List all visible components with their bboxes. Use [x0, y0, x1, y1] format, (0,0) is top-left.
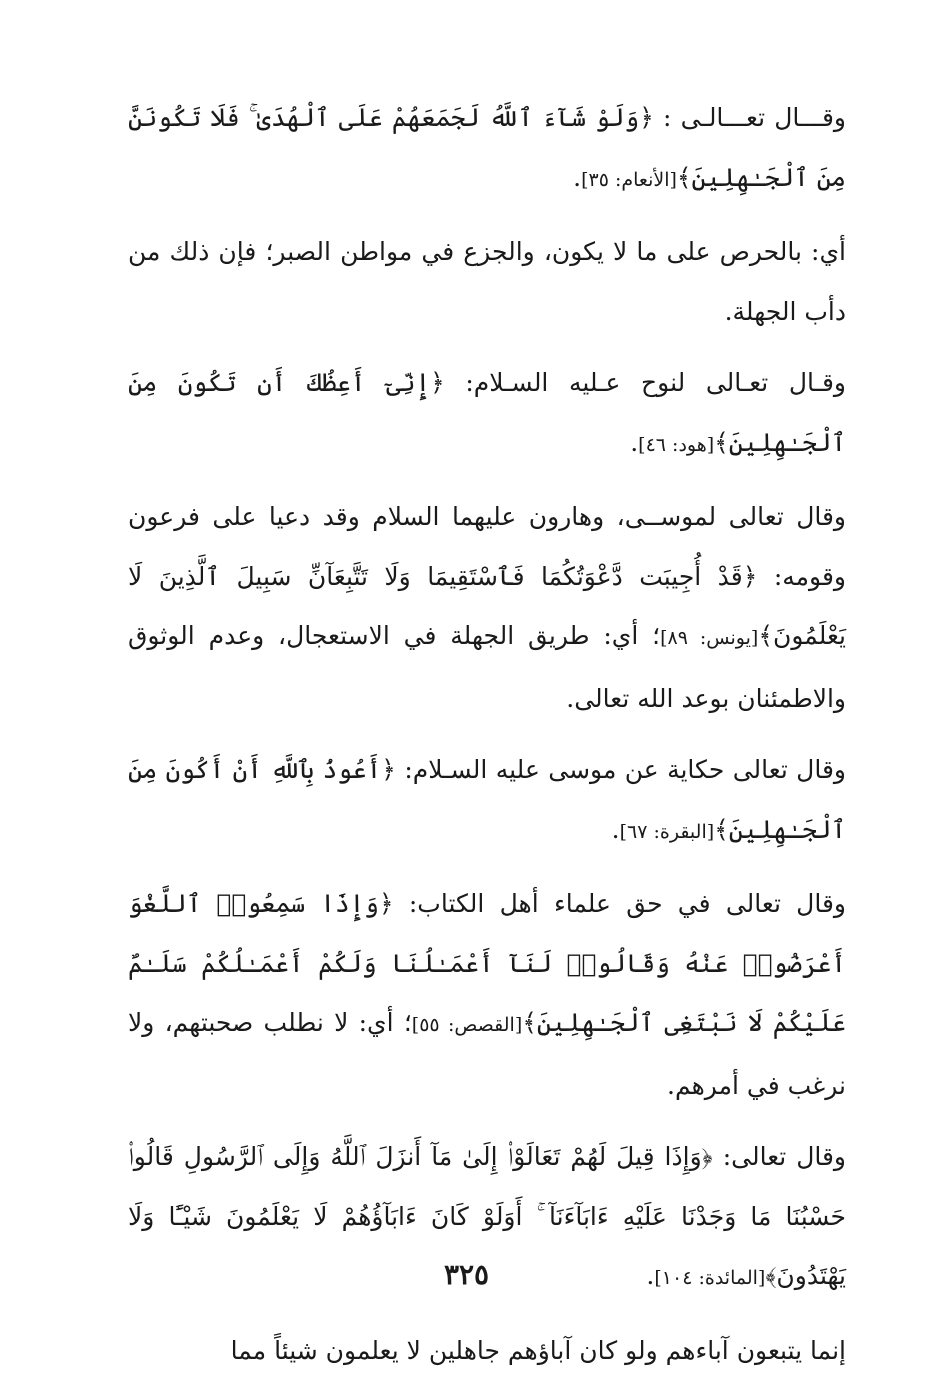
paragraph-lead: أي: بالحرص على ما لا يكون، والجزع في مواطن الصبر؛ فإن ذلك من دأب الجهلة. [128, 237, 846, 326]
verse-reference: [المائدة: ١٠٤] [654, 1267, 766, 1289]
verse-reference: [القصص: ٥٥] [411, 1014, 523, 1036]
quran-verse: ﴿أَعُوذُ بِٱللَّهِ أَنْ أَكُونَ مِنَ ٱلْجَـٰهِلِينَ﴾ [128, 755, 846, 844]
paragraph-tail: . [646, 1261, 655, 1290]
paragraph-tail: . [630, 427, 639, 457]
page-number: ٣٢٥ [443, 1258, 490, 1291]
quran-verse: ﴿قَدْ أُجِيبَت دَّعْوَتُكُمَا فَٱسْتَقِيمَا وَلَا تَتَّبِعَآنِّ سَبِيلَ ٱلَّذِينَ لَا يَعْلَمُونَ﴾ [128, 561, 846, 650]
quran-verse: ﴿إِنِّىٓ أَعِظُكَ أَن تَكُونَ مِنَ ٱلْجَـٰهِلِينَ﴾ [128, 368, 846, 457]
paragraph-baqara-verse [128, 740, 846, 862]
quran-verse: ﴿وَإِذَا سَمِعُوا۟ ٱللَّغْوَ أَعْرَضُوا۟ عَنْهُ وَقَالُوا۟ لَنَآ أَعْمَـٰلُنَا وَلَكُمْ أَعْمَـٰلُكُمْ سَلَـٰمٌ عَلَيْكُمْ لَا نَبْتَغِى ٱلْجَـٰهِلِينَ﴾ [128, 889, 846, 1037]
paragraph-tail: . [611, 814, 620, 844]
paragraph-qasas-verse [128, 874, 846, 1115]
paragraph-continuation [128, 1321, 846, 1381]
paragraph-lead: وقال تعالى لموســى، وهارون عليهما السلام وقد دعيا على فرعون وقومه: [128, 502, 846, 591]
body-text [128, 88, 846, 1392]
paragraph-anam-verse [128, 88, 846, 210]
paragraph-lead: وقال تعالى في حق علماء أهل الكتاب: [408, 889, 846, 918]
verse-reference: [هود: ٤٦] [638, 433, 715, 456]
paragraph-lead: وقال تعالى حكاية عن موسى عليه السـلام: [404, 755, 846, 784]
quran-verse: ﴿وَلَوْ شَآءَ ٱللَّهُ لَجَمَعَهُمْ عَلَى ٱلْهُدَىٰ ۚ فَلَا تَكُونَنَّ مِنَ ٱلْجَـٰهِلِينَ﴾ [128, 103, 846, 192]
paragraph-yunus-verse [128, 487, 846, 728]
verse-reference: [يونس: ٨٩] [660, 627, 759, 649]
paragraph-lead: إنما يتبعون آباءهم ولو كان آباؤهم جاهلين لا يعلمون شيئاً مما [230, 1335, 846, 1365]
verse-reference: [الأنعام: ٣٥] [581, 168, 677, 191]
paragraph-lead: وقال تعالى: [722, 1142, 847, 1171]
paragraph-lead: وقـال تعـالى لنوح عـليه السـلام: [465, 368, 846, 397]
paragraph-explanation [128, 222, 846, 341]
paragraph-tail: . [573, 162, 582, 192]
verse-reference: [البقرة: ٦٧] [619, 820, 715, 843]
paragraph-hud-verse [128, 353, 846, 475]
paragraph-tail: ؛ أي: طريق الجهلة في الاستعجال، وعدم الوثوق والاطمئنان بوعد الله تعالى. [128, 621, 846, 713]
paragraph-lead: وقـــال تعـــالـى : [663, 103, 846, 132]
quran-verse: ﴿وَإِذَا قِيلَ لَهُمْ تَعَالَوْا۟ إِلَىٰ مَآ أَنزَلَ ٱللَّهُ وَإِلَى ٱلرَّسُولِ قَالُوا۟ حَسْبُنَا مَا وَجَدْنَا عَلَيْهِ ءَابَآءَنَآ ۚ أَوَلَوْ كَانَ ءَابَآؤُهُمْ لَا يَعْلَمُونَ شَيْـًٔا وَلَا يَهْتَدُونَ﴾ [128, 1142, 846, 1290]
paragraph-tail: ؛ أي: لا نطلب صحبتهم، ولا نرغب في أمرهم. [128, 1008, 846, 1100]
